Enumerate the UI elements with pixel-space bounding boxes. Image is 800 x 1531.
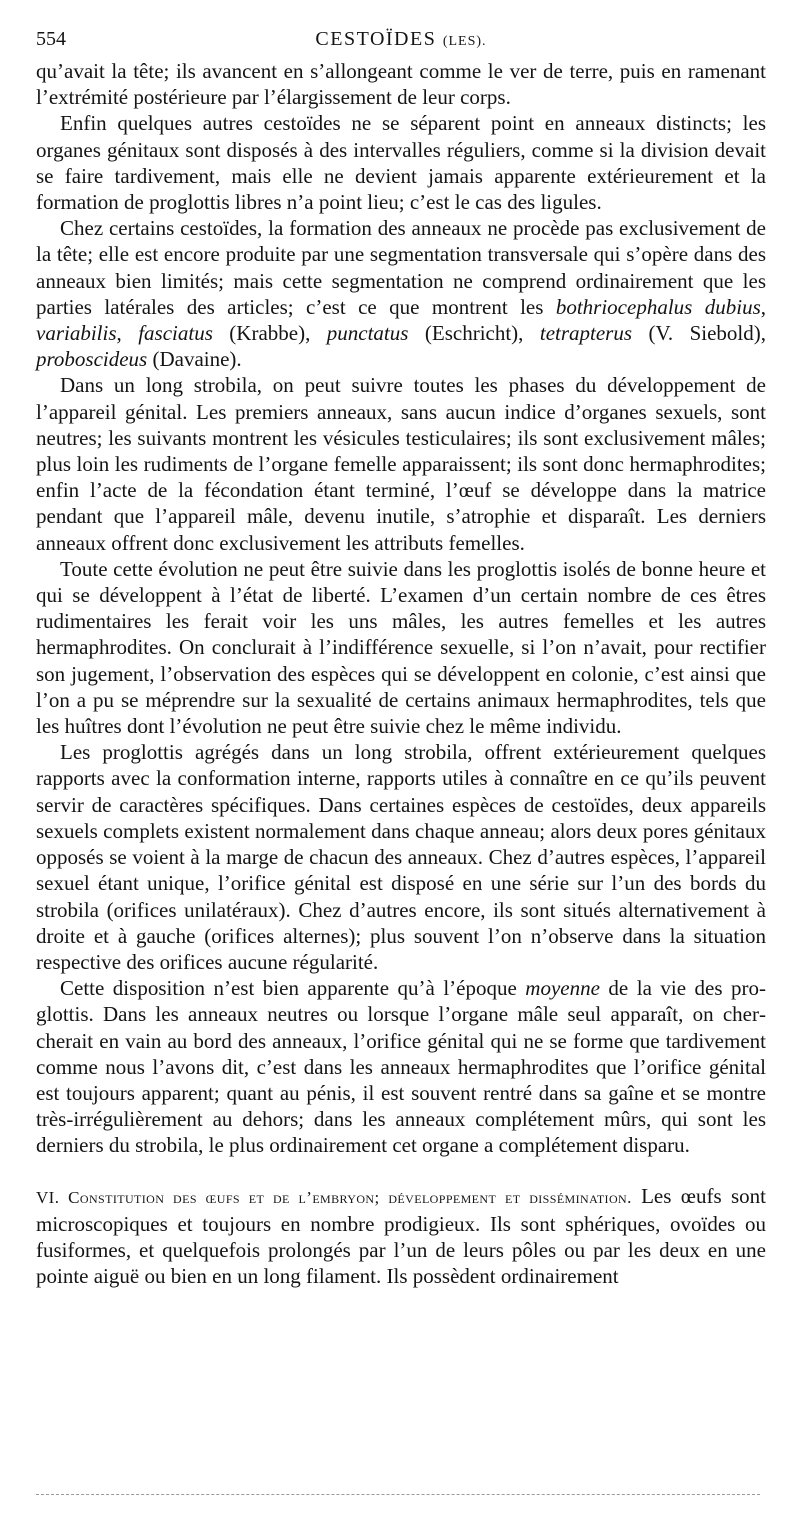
page-number: 554 [36, 28, 66, 50]
paragraph [36, 110, 766, 215]
text-run: (Eschricht), [408, 321, 540, 346]
italic-run: tetrapterus [539, 321, 633, 346]
footer-rule [36, 1494, 760, 1495]
body-text [36, 58, 766, 1159]
text-run: qu’avait la tête; ils avancent en s’allongeant comme le ver de terre, puis en ramenant l’extrémité postérieure par l’élargissement de leur corps. [36, 59, 766, 110]
running-head [36, 28, 766, 58]
paragraph [36, 556, 766, 739]
book-page [36, 28, 766, 1289]
italic-run: proboscideus [36, 347, 148, 372]
italic-run: fasciatus [138, 321, 213, 346]
text-run: Enfin quelques autres cestoïdes ne se séparent point en anneaux distincts; les organes génitaux sont disposés à des intervalles réguliers, comme si la division devait se faire tardivement, mais elle ne devient jamais apparente extérieurement et la formation de proglottis libres n’a point lieu; c’est le cas des ligules. [36, 111, 766, 215]
text-run: Dans un long strobila, on peut suivre toutes les phases du développement de l’appareil génital. Les premiers anneaux, sans aucun indice d’organes sexuels, sont neutres; les suivants montrent les vésicules testiculaires; ils sont exclusivement mâles; plus loin les rudiments de l’organe femelle apparaissent; ils sont donc hermaphrodites; enfin l’acte de la fécondation étant terminé, l’œuf se développe dans la matrice pendant que l’appareil mâle, devenu inutile, s’atrophie et disparaît. Les derniers anneaux offrent donc exclusivement les attributs femelles. [36, 373, 766, 555]
text-run: (Krabbe), [212, 321, 327, 346]
section-vi [36, 1183, 766, 1290]
text-run: , [760, 294, 767, 319]
text-run: (V. Siebold), [632, 321, 767, 346]
text-run: Les proglottis agrégés dans un long strobila, offrent extérieurement quelques rapports avec la conformation interne, rapports utiles à connaître en ce qu’ils peuvent servir de caractères spécifiques. Dans certaines espèces de cestoïdes, deux appareils sexuels complets existent normalement dans chaque anneau; alors deux pores génitaux opposés se voient à la marge de chacun des anneaux. Chez d’autres espèces, l’appareil sexuel étant unique, l’orifice génital est disposé en une série sur l’un des bords du strobila (orifices unilatéraux). Chez d’autres encore, ils sont situés alternativement à droite et à gauche (orifices alternes); plus souvent l’on n’observe dans la situation respective des orifices aucune régularité. [36, 740, 766, 974]
italic-run: punctatus [326, 321, 409, 346]
running-title-main: CESTOÏDES [315, 28, 437, 50]
section-body: Les œufs sont microscopiques et toujours en nombre prodigieux. Ils sont sphériques, ovoïdes ou fusiformes, et quelquefois prolongés par l’un de leurs pôles ou par les deux en une pointe aiguë ou bien en un long filament. Ils possèdent ordinairement [36, 1183, 767, 1289]
paragraph [36, 215, 766, 372]
text-run: de la vie des proglottis. Dans les anneaux neutres ou lorsque l’organe mâle seul apparaît, on chercherait en vain au bord des anneaux, l’orifice génital qui ne se forme que tardivement comme nous l’avons dit, c’est dans les anneaux hermaphrodites que l’orifice génital est toujours apparent; quant au pénis, il est souvent rentré dans sa gaîne et se montre très-irrégulièrement au dehors; dans les anneaux complétement mûrs, qui sont les derniers du strobila, le plus ordinairement cet organe a complétement disparu. [36, 976, 766, 1158]
text-run: Chez certains cestoïdes, la formation des anneaux ne procède pas exclusivement de la tête; elle est encore produite par une segmentation transversale qui s’opère dans des anneaux bien limités; mais cette segmentation ne comprend ordinairement que les parties latérales des articles; c’est ce que montrent les [36, 216, 766, 319]
running-title-sub: (LES). [442, 34, 487, 49]
text-run: Toute cette évolution ne peut être suivie dans les proglottis isolés de bonne heure et qui se développent à l’état de liberté. L’examen d’un certain nombre de ces êtres rudimentaires les ferait voir les uns mâles, les autres femelles et les autres hermaphrodites. On conclurait à l’indifférence sexuelle, si l’on n’avait, pour rectifier son jugement, l’observation des espèces qui se développent en colonie, c’est ainsi que l’on a pu se méprendre sur la sexualité de certains animaux hermaphrodites, tels que les huîtres dont l’évolution ne peut être suivie chez le même individu. [36, 556, 766, 739]
text-run: Cette disposition n’est bien apparente qu’à l’époque [60, 976, 526, 1001]
paragraph [36, 58, 766, 110]
text-run: (Davaine). [147, 347, 242, 372]
section-gap [36, 1159, 766, 1183]
paragraph [36, 975, 766, 1158]
italic-run: variabilis [36, 321, 117, 346]
text-run: , [116, 321, 139, 346]
paragraph [36, 372, 766, 555]
running-title [36, 28, 766, 51]
paragraph [36, 739, 766, 975]
italic-run: moyenne [525, 976, 600, 1001]
italic-run: bothriocephalus dubius [555, 294, 761, 319]
section-heading: VI. Constitution des œufs et de l’embryon; développement et dissémination. [36, 1187, 632, 1207]
